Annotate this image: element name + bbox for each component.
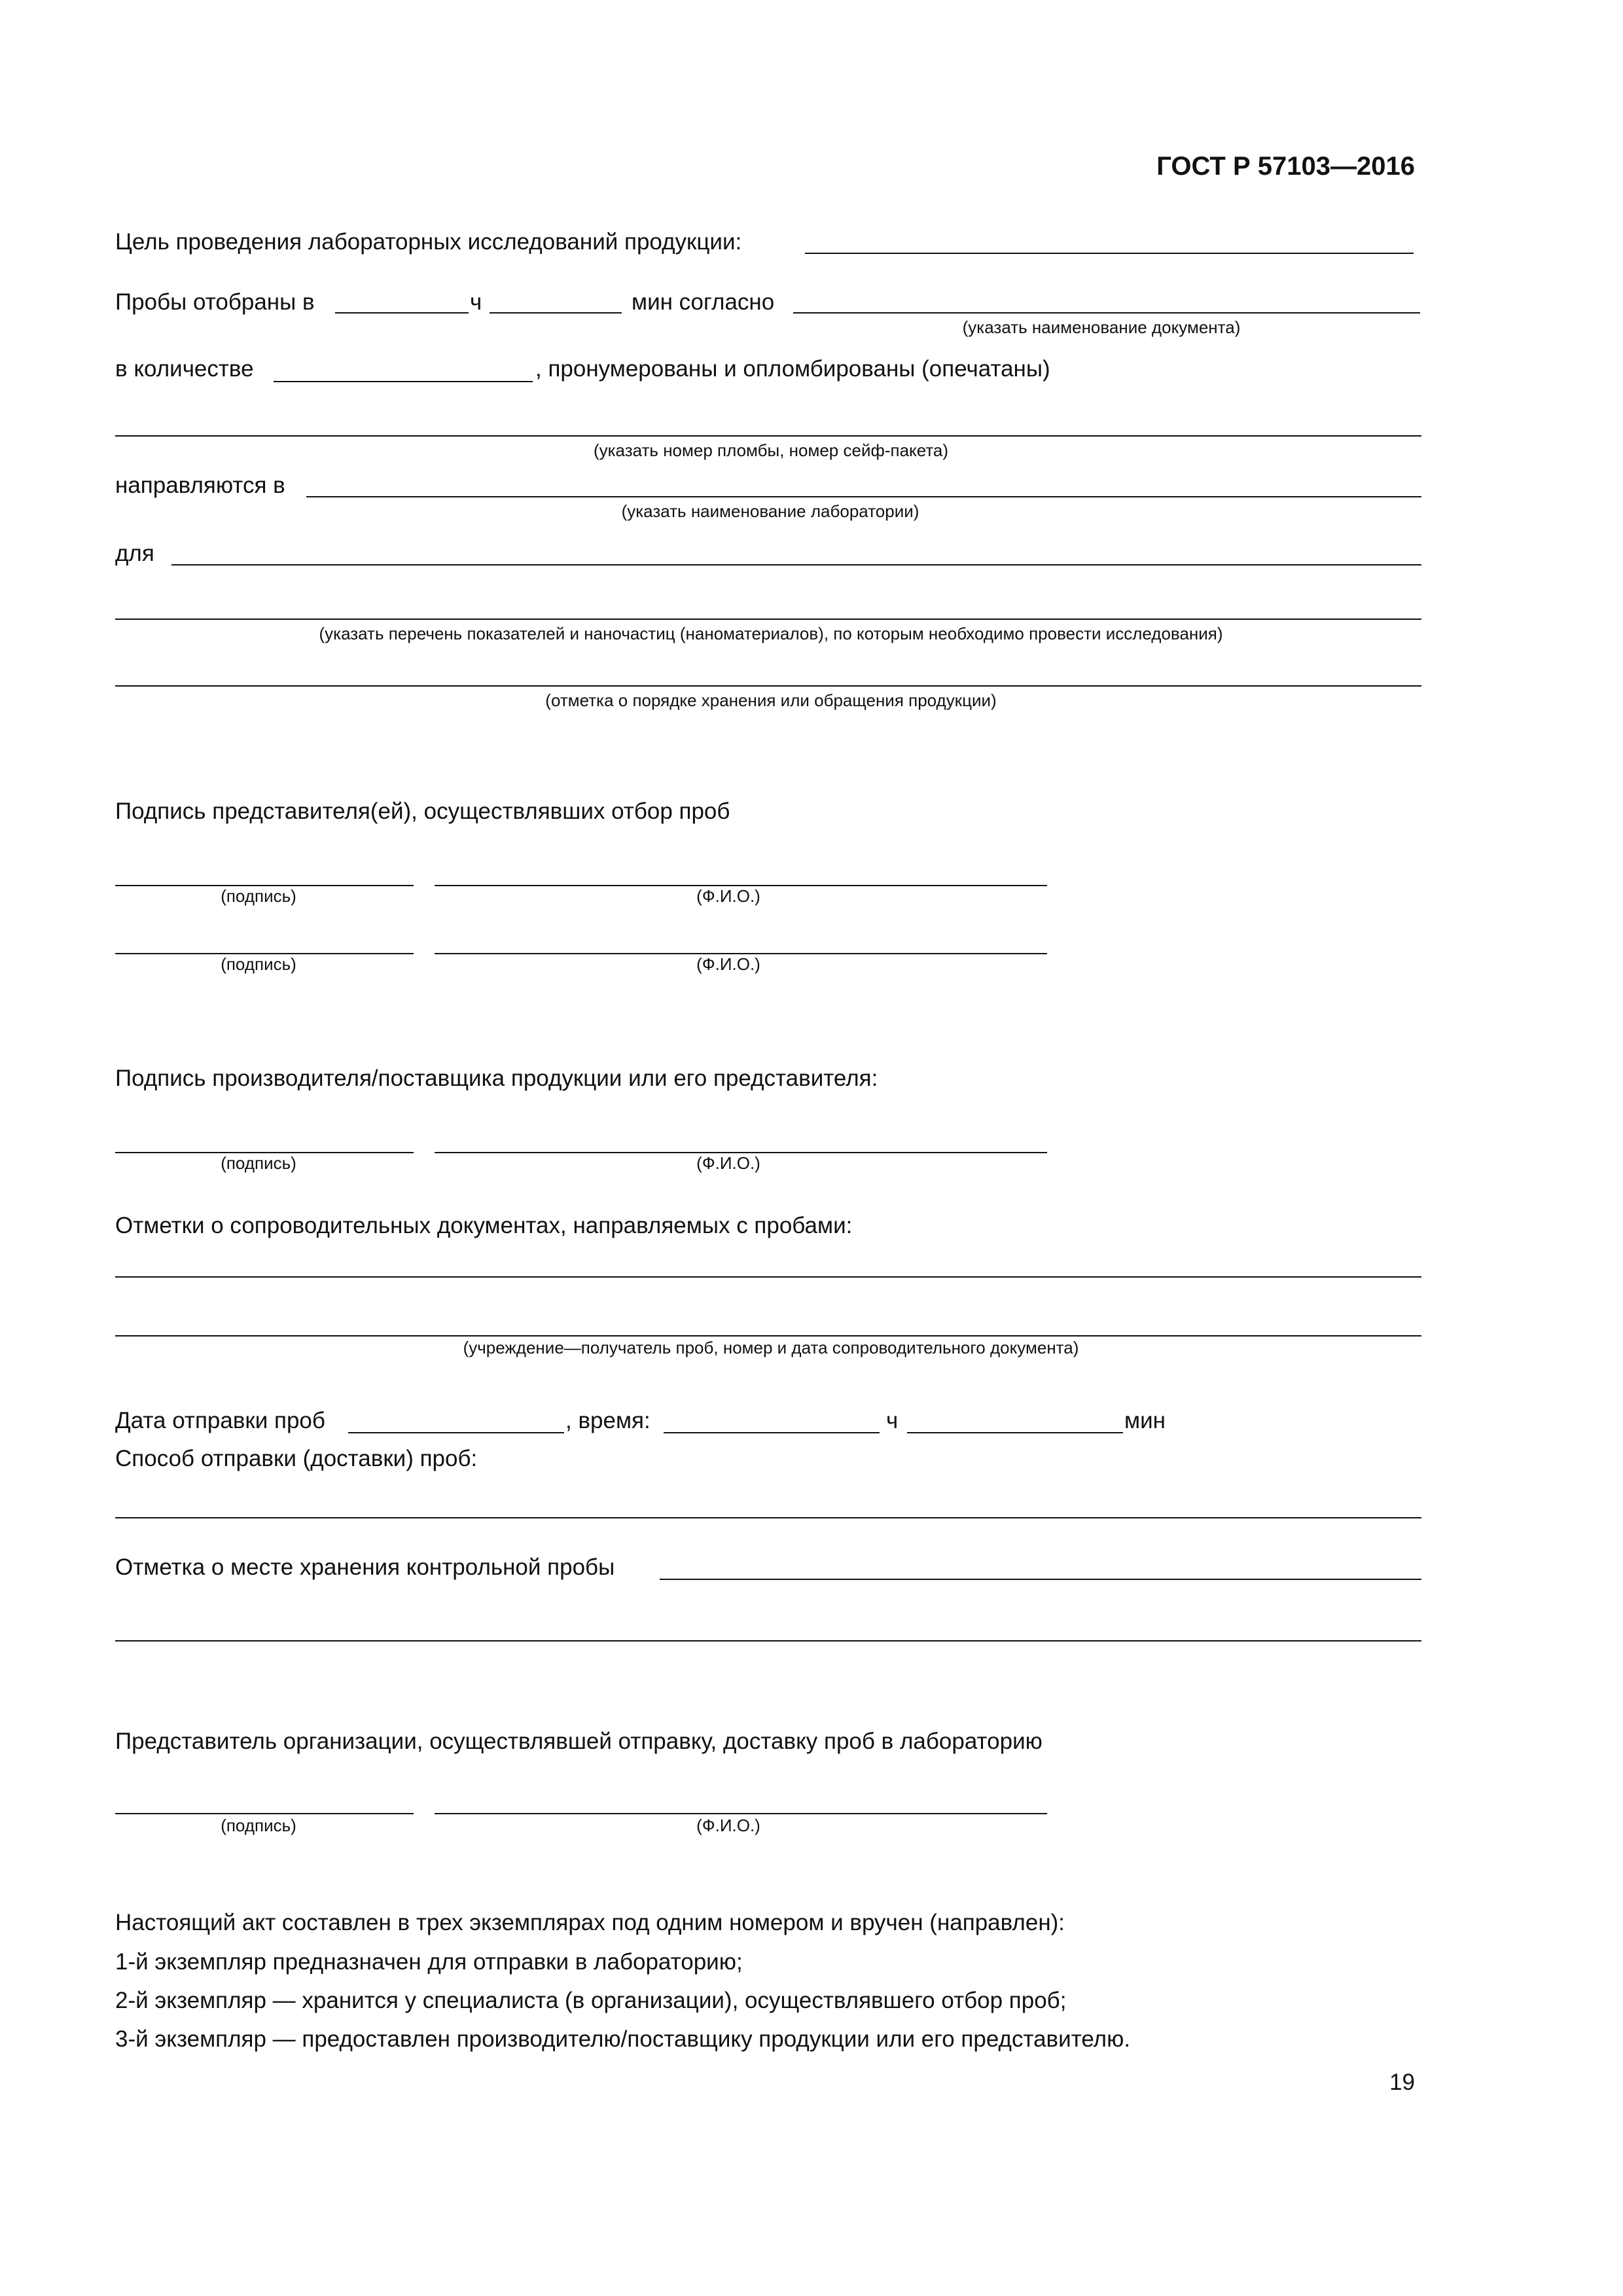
sampler2-name-hint: (Ф.И.О.) — [696, 954, 760, 974]
control-sample-line-2[interactable] — [115, 1640, 1421, 1641]
dispatch-rep-name-line[interactable] — [435, 1813, 1047, 1814]
signature-manufacturer-label: Подпись производителя/поставщика продукции или его представителя: — [115, 1066, 878, 1091]
for-field-line[interactable] — [171, 564, 1421, 565]
closing-line-2: 1-й экземпляр предназначен для отправки в лабораторию; — [115, 1949, 743, 1975]
sampler1-name-hint: (Ф.И.О.) — [696, 886, 760, 906]
hours-field-line[interactable] — [335, 312, 469, 314]
closing-line-1: Настоящий акт составлен в трех экземплярах под одним номером и вручен (направлен): — [115, 1910, 1065, 1935]
recipient-hint: (учреждение—получатель проб, номер и дата сопроводительного документа) — [463, 1338, 1079, 1357]
signature-samplers-label: Подпись представителя(ей), осуществлявших отбор проб — [115, 798, 730, 824]
document-hint: (указать наименование документа) — [962, 317, 1241, 337]
sampler2-signature-hint: (подпись) — [221, 954, 296, 974]
delivery-method-line[interactable] — [115, 1517, 1421, 1518]
minutes-label: мин — [1124, 1408, 1166, 1433]
minutes-field-line[interactable] — [490, 312, 622, 314]
document-field-line[interactable] — [793, 312, 1420, 314]
accompanying-docs-label: Отметки о сопроводительных документах, направляемых с пробами: — [115, 1213, 853, 1238]
quantity-label: в количестве — [115, 356, 254, 382]
samples-taken-label: Пробы отобраны в — [115, 289, 315, 315]
hours-unit-label: ч — [470, 289, 482, 315]
dispatch-rep-name-hint: (Ф.И.О.) — [696, 1816, 760, 1835]
closing-line-4: 3-й экземпляр — предоставлен производителю/поставщику продукции или его представителю. — [115, 2026, 1131, 2052]
sampler1-signature-hint: (подпись) — [221, 886, 296, 906]
storage-field-line[interactable] — [115, 685, 1421, 687]
dispatch-rep-label: Представитель организации, осуществлявшей отправку, доставку проб в лабораторию — [115, 1729, 1043, 1754]
closing-line-3: 2-й экземпляр — хранится у специалиста (в организации), осуществлявшего отбор проб; — [115, 1988, 1067, 2013]
time-minutes-line[interactable] — [907, 1432, 1123, 1433]
lab-field-line[interactable] — [306, 496, 1421, 497]
numbered-sealed-label: , пронумерованы и опломбированы (опечатаны) — [535, 356, 1050, 382]
quantity-field-line[interactable] — [274, 381, 533, 382]
hours-label: ч — [886, 1408, 899, 1433]
indicators-hint: (указать перечень показателей и наночастиц (наноматериалов), по которым необходимо провести исследования) — [319, 624, 1223, 643]
delivery-method-label: Способ отправки (доставки) проб: — [115, 1446, 478, 1471]
accompanying-docs-line-1[interactable] — [115, 1276, 1421, 1278]
sent-to-label: направляются в — [115, 473, 285, 498]
manufacturer-name-hint: (Ф.И.О.) — [696, 1153, 760, 1173]
seal-field-line[interactable] — [115, 435, 1421, 437]
purpose-label: Цель проведения лабораторных исследований продукции: — [115, 229, 742, 255]
seal-hint: (указать номер пломбы, номер сейф-пакета) — [593, 440, 949, 460]
accompanying-docs-line-2[interactable] — [115, 1335, 1421, 1336]
minutes-according-label: мин согласно — [632, 289, 775, 315]
storage-hint: (отметка о порядке хранения или обращения продукции) — [545, 691, 997, 710]
indicators-field-line[interactable] — [115, 619, 1421, 620]
page-number: 19 — [1389, 2070, 1415, 2095]
purpose-field-line[interactable] — [805, 253, 1414, 254]
time-label: , время: — [565, 1408, 651, 1433]
standard-code-header: ГОСТ Р 57103—2016 — [1156, 152, 1415, 181]
dispatch-date-line[interactable] — [348, 1432, 564, 1433]
dispatch-rep-signature-line[interactable] — [115, 1813, 414, 1814]
dispatch-date-label: Дата отправки проб — [115, 1408, 325, 1433]
control-sample-label: Отметка о месте хранения контрольной пробы — [115, 1554, 615, 1580]
dispatch-rep-signature-hint: (подпись) — [221, 1816, 296, 1835]
time-hours-line[interactable] — [664, 1432, 880, 1433]
for-label: для — [115, 541, 154, 566]
manufacturer-signature-hint: (подпись) — [221, 1153, 296, 1173]
lab-hint: (указать наименование лаборатории) — [621, 501, 919, 521]
control-sample-line-1[interactable] — [660, 1579, 1421, 1580]
